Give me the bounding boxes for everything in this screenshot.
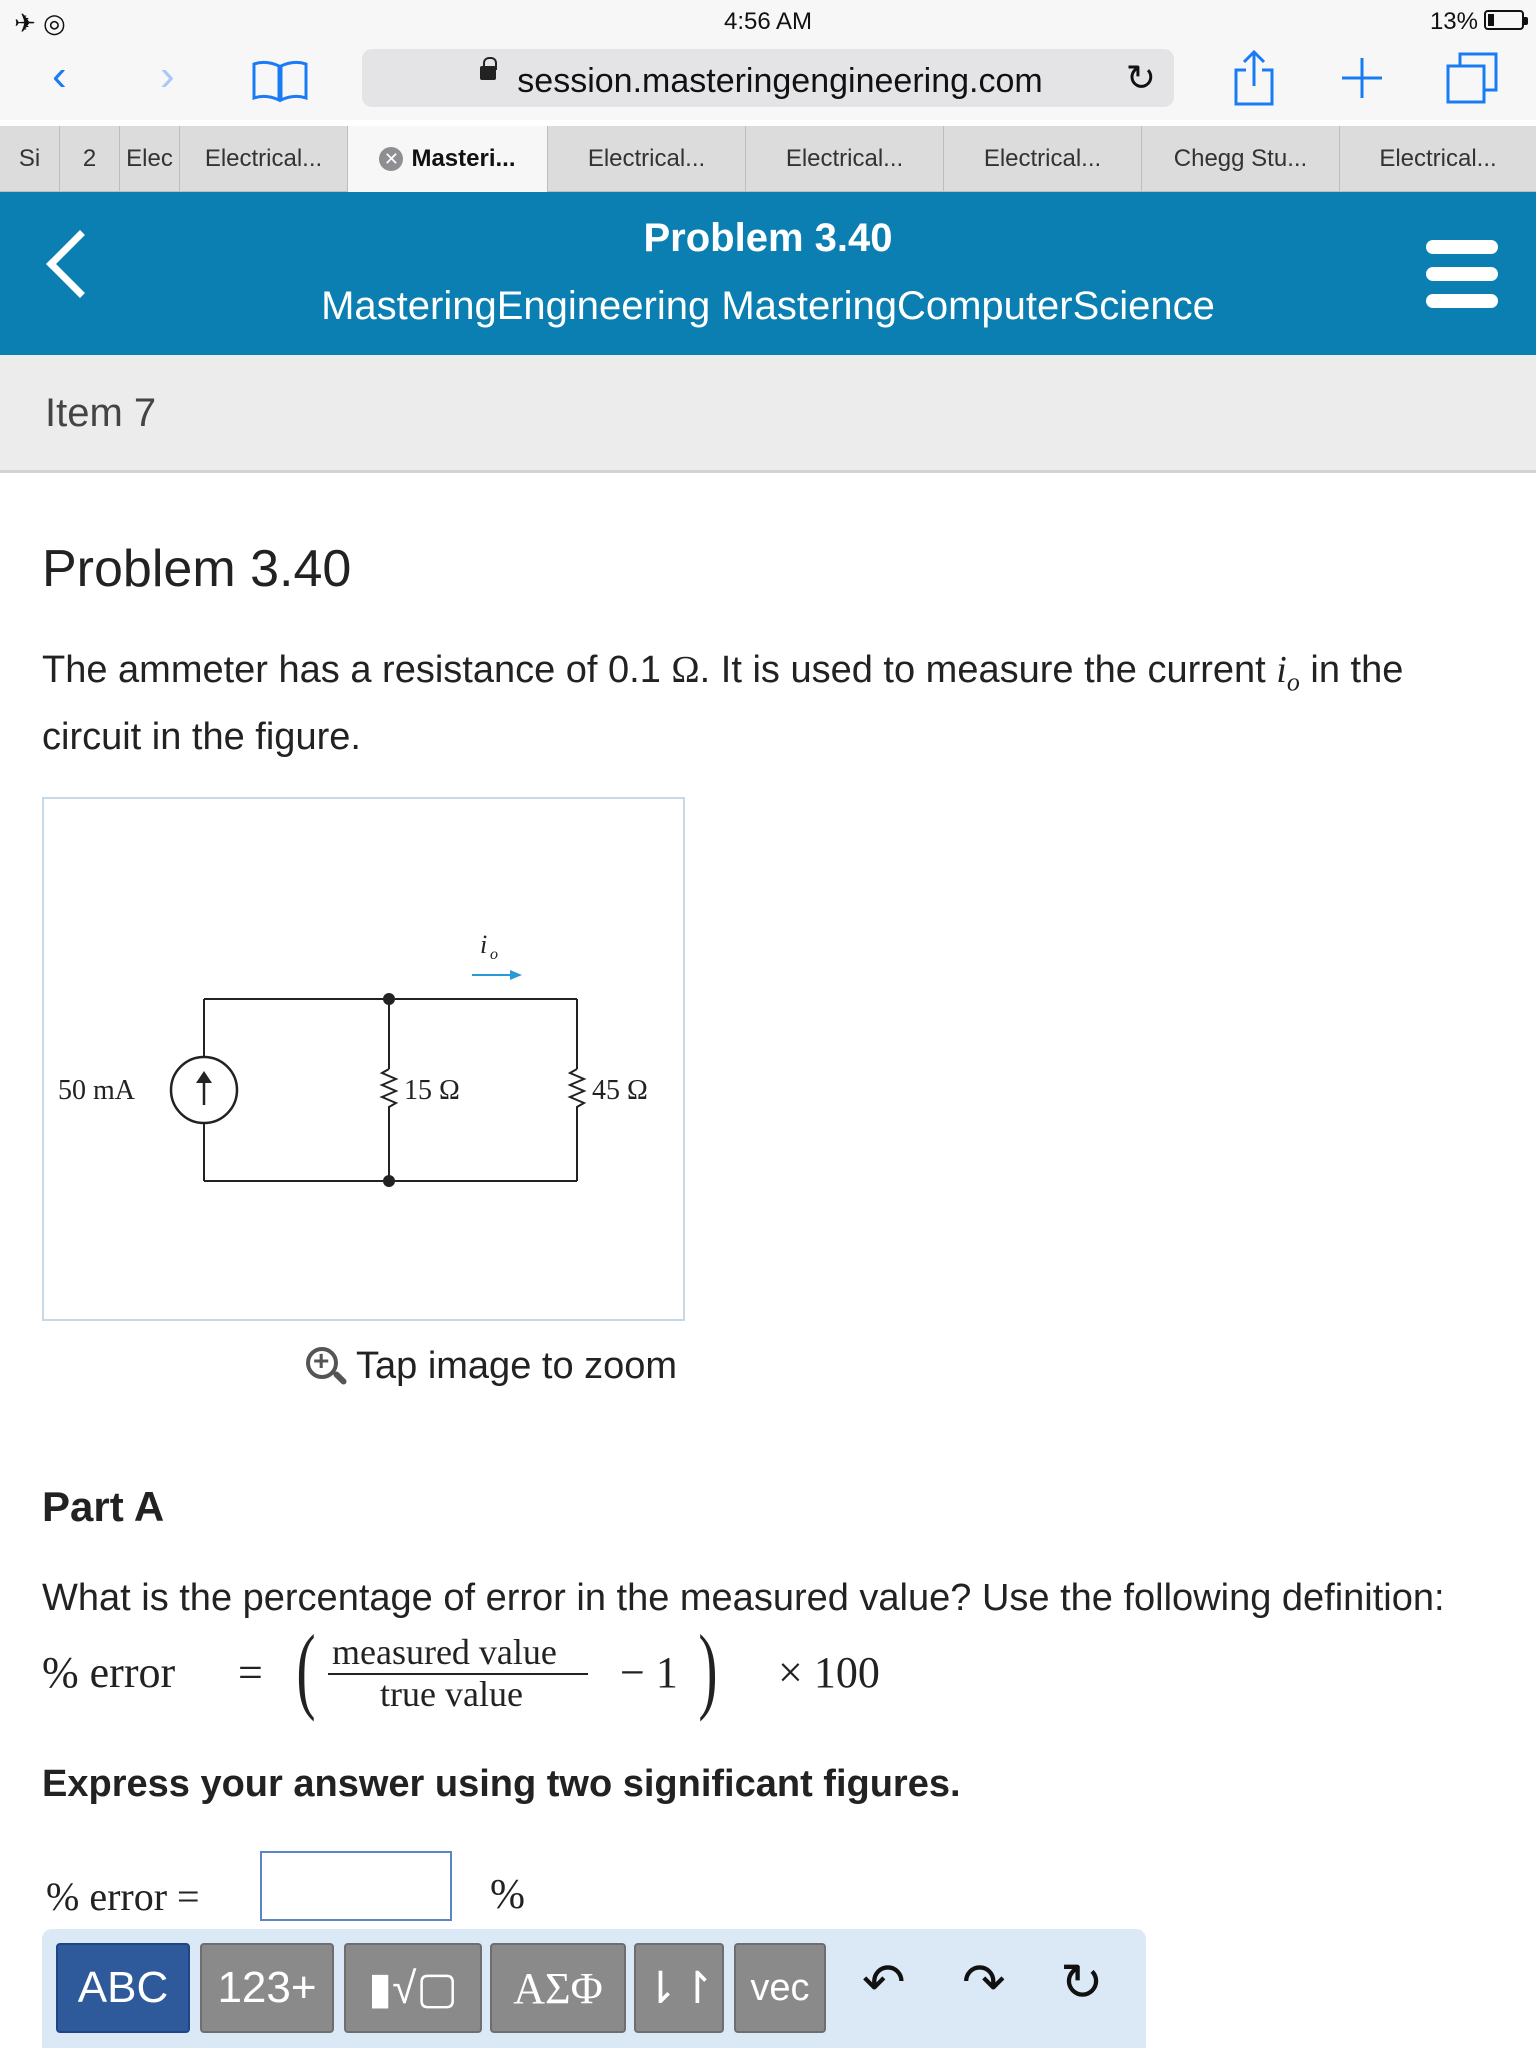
circuit-figure[interactable] [42, 797, 685, 1321]
formula-lhs: % error [42, 1648, 176, 1697]
browser-tab[interactable]: Electrical... [180, 126, 348, 192]
battery-icon [1484, 10, 1524, 30]
numeric-keyboard-button[interactable]: 123+ [200, 1943, 334, 2033]
zoom-link[interactable] [306, 1345, 677, 1388]
greek-symbols-button[interactable]: ΑΣΦ [490, 1943, 626, 2033]
part-title: Part A [42, 1483, 165, 1530]
resistor-45-label: 45 Ω [592, 1075, 648, 1106]
browser-toolbar [0, 40, 1536, 120]
menu-icon[interactable] [1426, 240, 1498, 308]
resistor-15-label: 15 Ω [404, 1075, 460, 1106]
answer-instruction: Express your answer using two significant figures. [42, 1763, 961, 1805]
browser-tab[interactable]: Elec [120, 126, 180, 192]
tabs-overview-icon[interactable] [1444, 50, 1500, 106]
header-title: Problem 3.40 [643, 216, 893, 260]
problem-statement: The ammeter has a resistance of 0.1 Ω. It is used to measure the current $i_o$ in the circuit in the figure. [42, 649, 1404, 758]
back-icon[interactable]: ‹ [52, 51, 67, 100]
reset-icon[interactable]: ↻ [1060, 1954, 1104, 2012]
formula-denominator: true value [380, 1674, 523, 1714]
formula-times-100: × 100 [778, 1648, 880, 1697]
browser-tab[interactable]: Electrical... [548, 126, 746, 192]
header-subtitle: MasteringEngineering MasteringComputerScience [321, 284, 1215, 328]
current-arrow-icon [510, 970, 522, 980]
resistor-15-symbol [382, 1069, 396, 1111]
forward-icon[interactable]: › [160, 51, 175, 100]
answer-label: % error = [46, 1874, 200, 1919]
browser-tab[interactable]: 2 [60, 126, 120, 192]
source-label: 50 mA [58, 1075, 135, 1106]
vector-button[interactable]: vec [734, 1943, 826, 2033]
tab-strip [0, 126, 1536, 192]
node-dot [383, 1175, 395, 1187]
airplane-wifi-icons: ✈ ◎ [14, 8, 66, 38]
problem-title: Problem 3.40 [42, 540, 352, 598]
math-input-toolbar [42, 1929, 1146, 2048]
answer-unit: % [490, 1872, 525, 1918]
close-tab-icon[interactable]: ✕ [379, 147, 403, 171]
templates-button[interactable]: ▮√▢ [344, 1943, 482, 2033]
status-bar [0, 0, 1536, 40]
part-question: What is the percentage of error in the measured value? Use the following definition: [42, 1577, 1445, 1619]
current-label: i [480, 930, 488, 959]
browser-tab[interactable]: Electrical... [944, 126, 1142, 192]
abc-keyboard-button[interactable]: ABC [56, 1943, 190, 2033]
item-label: Item 7 [45, 391, 157, 435]
new-tab-icon[interactable] [1338, 54, 1386, 102]
formula-open-paren: ( [296, 1615, 316, 1722]
browser-tab-active[interactable]: ✕ Masteri... [348, 126, 548, 192]
status-time: 4:56 AM [723, 8, 813, 35]
app-header [0, 192, 1536, 355]
formula-numerator: measured value [332, 1632, 557, 1672]
browser-tab[interactable]: Electrical... [1379, 145, 1497, 172]
browser-tab[interactable]: Electrical... [746, 126, 944, 192]
zoom-in-icon [306, 1347, 346, 1387]
redo-icon[interactable]: ↷ [962, 1954, 1006, 2012]
address-bar[interactable] [362, 49, 1174, 107]
bookmarks-icon[interactable] [250, 58, 310, 104]
share-icon[interactable] [1232, 48, 1276, 108]
current-subscript: o [490, 946, 498, 963]
formula-equals: = [238, 1648, 263, 1697]
resistor-45-symbol [570, 1069, 584, 1111]
battery-percentage: 13% [1429, 8, 1478, 35]
browser-tab[interactable]: Si [0, 126, 60, 192]
item-bar [0, 355, 1536, 473]
reload-icon[interactable]: ↻ [1125, 57, 1156, 98]
circuit-diagram [44, 799, 683, 1319]
error-formula [42, 1615, 942, 1723]
node-dot [383, 993, 395, 1005]
formula-close-paren: ) [698, 1615, 718, 1722]
answer-input[interactable] [260, 1851, 452, 1921]
zoom-text: Tap image to zoom [356, 1345, 678, 1387]
formula-minus-one: − 1 [620, 1648, 678, 1697]
subscript-superscript-button[interactable]: ⇂↾ [634, 1943, 724, 2033]
browser-tab[interactable]: Chegg Stu... [1142, 126, 1340, 192]
url-text: session.masteringengineering.com [517, 62, 1043, 100]
undo-icon[interactable]: ↶ [862, 1954, 906, 2012]
